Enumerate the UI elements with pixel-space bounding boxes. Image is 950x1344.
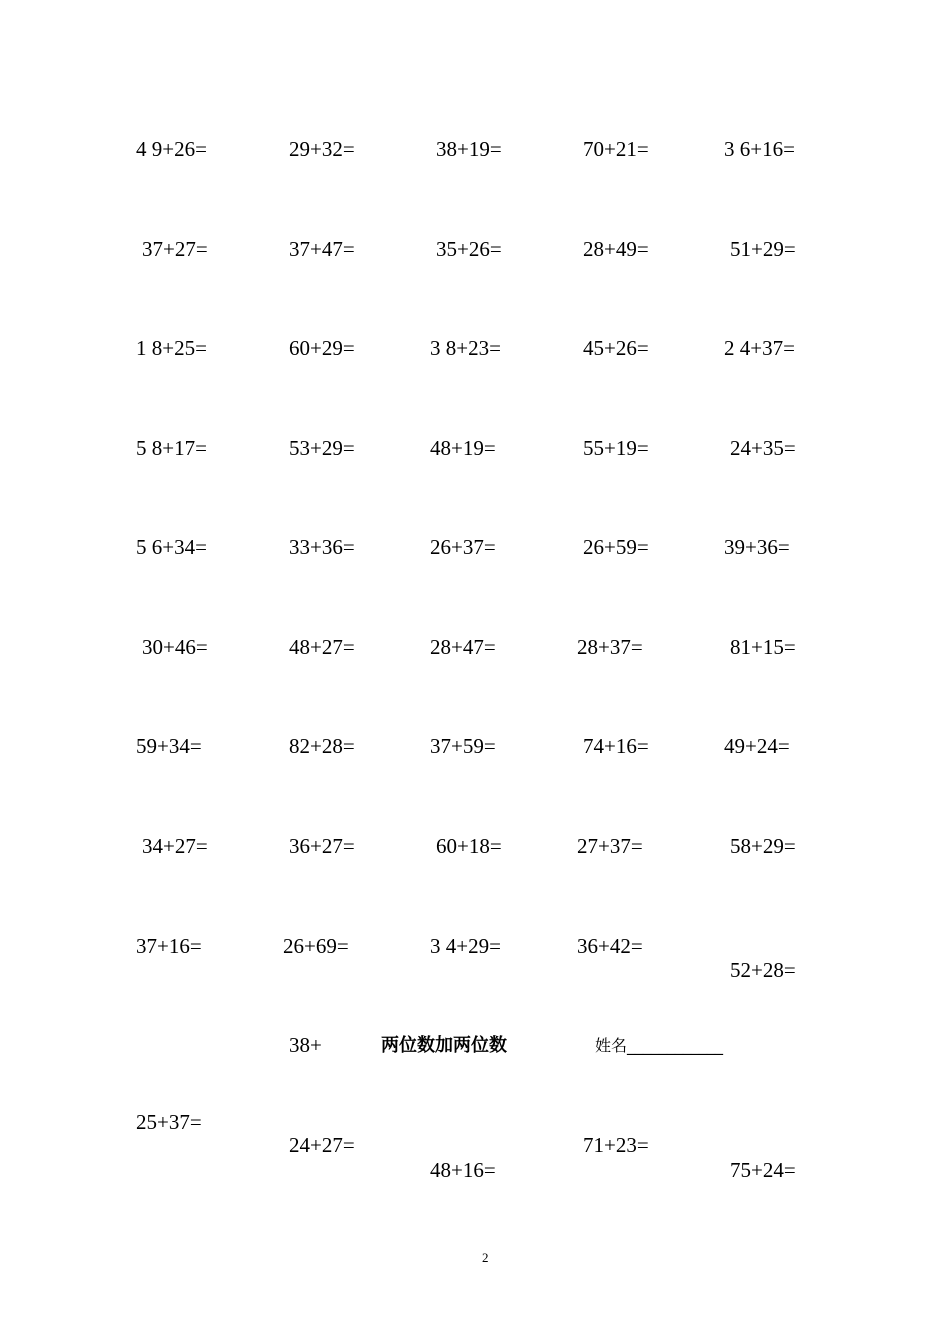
problem: 30+46= xyxy=(142,635,208,659)
problem: 3 8+23= xyxy=(430,336,501,360)
problem: 3 6+16= xyxy=(724,137,795,161)
problem: 36+42= xyxy=(577,934,643,958)
problem: 1 8+25= xyxy=(136,336,207,360)
problem: 55+19= xyxy=(583,436,649,460)
page-number: 2 xyxy=(482,1250,489,1265)
problem: 26+69= xyxy=(283,934,349,958)
problem: 28+49= xyxy=(583,237,649,261)
problem: 5 8+17= xyxy=(136,436,207,460)
name-field-label: 姓名____________ xyxy=(595,1036,724,1055)
problem: 59+34= xyxy=(136,734,202,758)
problem: 75+24= xyxy=(730,1158,796,1182)
worksheet-title: 两位数加两位数 xyxy=(381,1035,507,1056)
problem: 81+15= xyxy=(730,635,796,659)
problem: 74+16= xyxy=(583,734,649,758)
problem: 70+21= xyxy=(583,137,649,161)
problem: 26+59= xyxy=(583,535,649,559)
problem: 34+27= xyxy=(142,834,208,858)
problem: 60+29= xyxy=(289,336,355,360)
problem: 24+35= xyxy=(730,436,796,460)
problem: 37+27= xyxy=(142,237,208,261)
problem: 60+18= xyxy=(436,834,502,858)
problem: 37+59= xyxy=(430,734,496,758)
problem: 71+23= xyxy=(583,1133,649,1157)
problem: 27+37= xyxy=(577,834,643,858)
problem: 26+37= xyxy=(430,535,496,559)
problem: 28+37= xyxy=(577,635,643,659)
problem: 38+19= xyxy=(436,137,502,161)
problem: 45+26= xyxy=(583,336,649,360)
problem: 58+29= xyxy=(730,834,796,858)
problem: 4 9+26= xyxy=(136,137,207,161)
problem: 39+36= xyxy=(724,535,790,559)
problem: 3 4+29= xyxy=(430,934,501,958)
problem: 82+28= xyxy=(289,734,355,758)
problem: 5 6+34= xyxy=(136,535,207,559)
problem: 48+16= xyxy=(430,1158,496,1182)
problem: 2 4+37= xyxy=(724,336,795,360)
problem: 33+36= xyxy=(289,535,355,559)
problem: 35+26= xyxy=(436,237,502,261)
problem: 51+29= xyxy=(730,237,796,261)
problem: 49+24= xyxy=(724,734,790,758)
problem: 37+47= xyxy=(289,237,355,261)
problem: 24+27= xyxy=(289,1133,355,1157)
problem: 48+19= xyxy=(430,436,496,460)
problem: 29+32= xyxy=(289,137,355,161)
problem: 37+16= xyxy=(136,934,202,958)
problem: 53+29= xyxy=(289,436,355,460)
problem: 25+37= xyxy=(136,1110,202,1134)
problem: 28+47= xyxy=(430,635,496,659)
problem: 48+27= xyxy=(289,635,355,659)
problem: 52+28= xyxy=(730,958,796,982)
problem: 36+27= xyxy=(289,834,355,858)
problem-fragment: 38+ xyxy=(289,1033,322,1057)
